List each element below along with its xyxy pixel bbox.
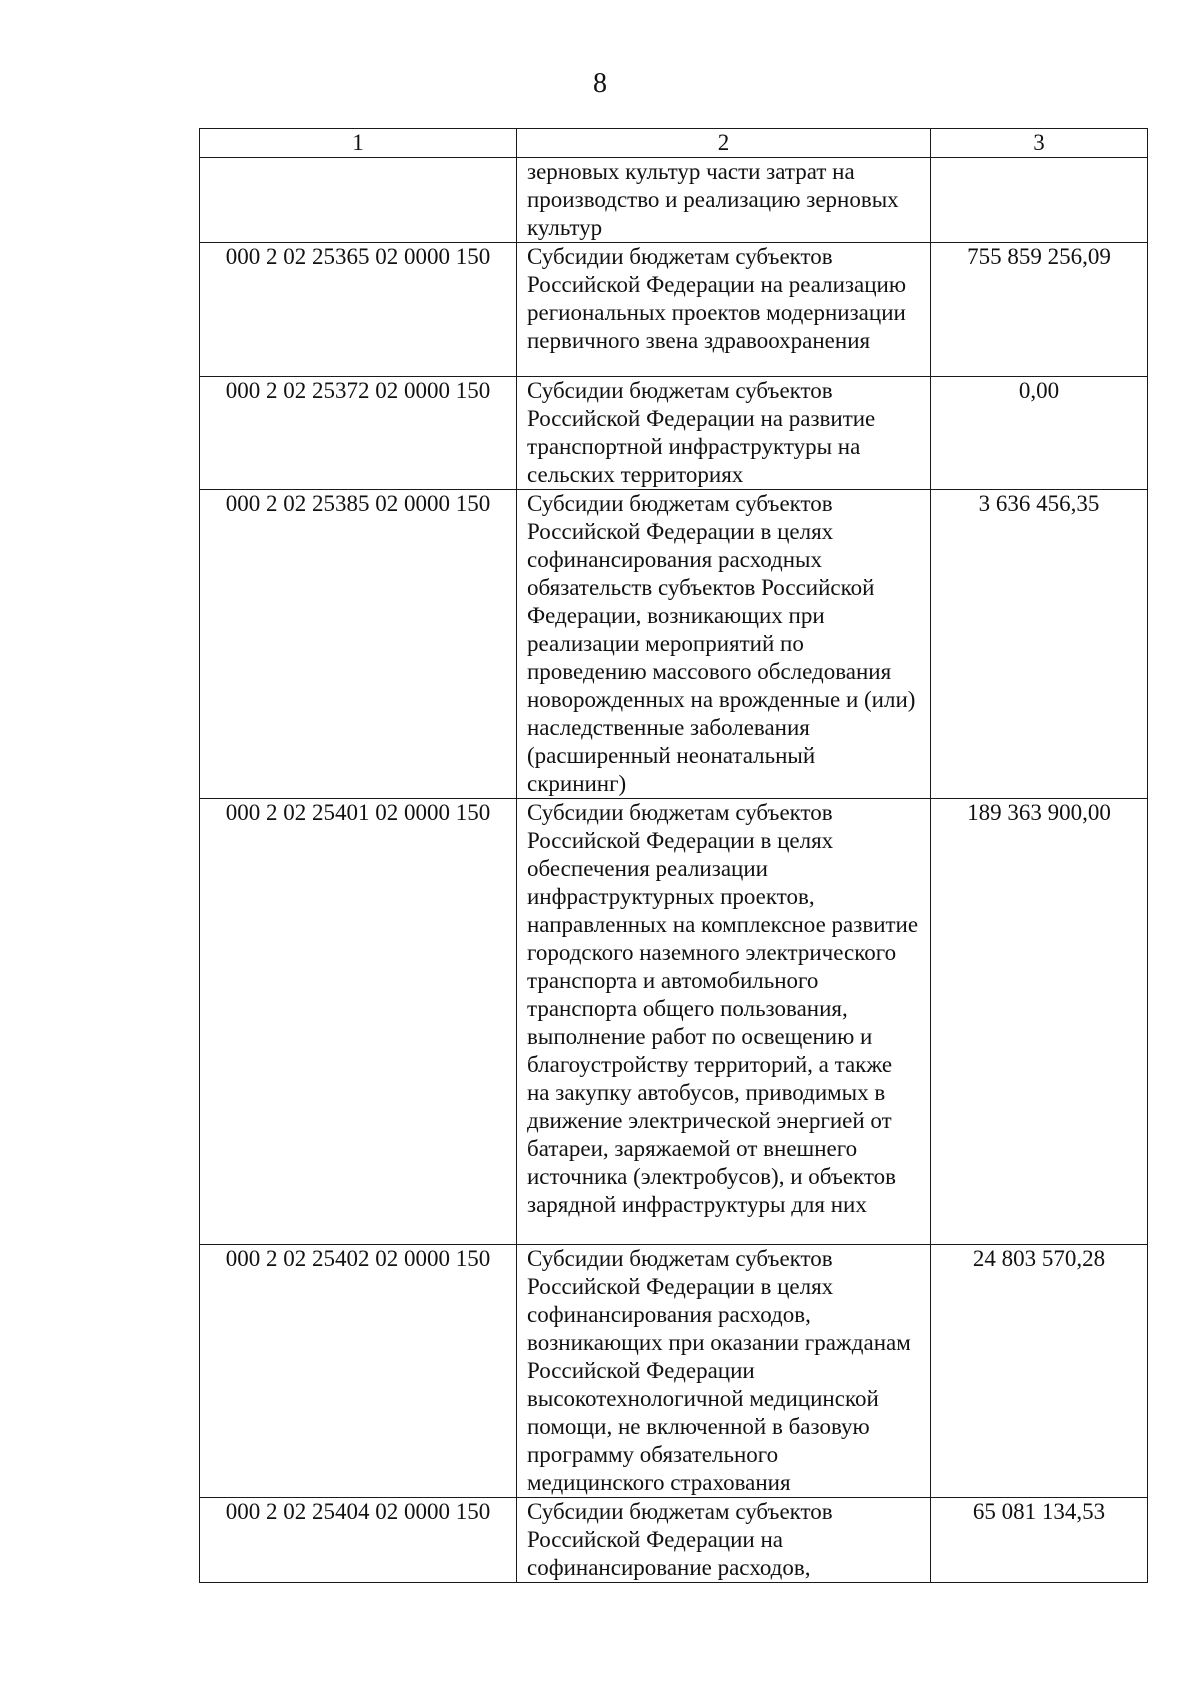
description-cell: Субсидии бюджетам субъектов Российской Федерации в целях софинансирования расходов, возникающих при оказании гражданам Российской Федерации высокотехнологичной медицинской помощи, не включенной в базовую программу обязательного медицинского страхования bbox=[517, 1245, 931, 1498]
table-row bbox=[200, 1245, 1148, 1498]
amount-cell: 65 081 134,53 bbox=[931, 1498, 1148, 1583]
description-cell: Субсидии бюджетам субъектов Российской Федерации в целях софинансирования расходных обязательств субъектов Российской Федерации, возникающих при реализации мероприятий по проведению массового обследования новорожденных на врожденные и (или) наследственные заболевания (расширенный неонатальный скрининг) bbox=[517, 490, 931, 799]
budget-code-cell: 000 2 02 25365 02 0000 150 bbox=[200, 243, 517, 377]
column-header-2: 2 bbox=[517, 129, 931, 158]
table-row bbox=[200, 243, 1148, 377]
table-row bbox=[200, 799, 1148, 1245]
budget-table bbox=[199, 128, 1148, 1583]
amount-cell: 755 859 256,09 bbox=[931, 243, 1148, 377]
description-cell: Субсидии бюджетам субъектов Российской Федерации на реализацию региональных проектов модернизации первичного звена здравоохранения bbox=[517, 243, 931, 377]
table-header-row bbox=[200, 129, 1148, 158]
amount-cell: 24 803 570,28 bbox=[931, 1245, 1148, 1498]
budget-code-cell: 000 2 02 25401 02 0000 150 bbox=[200, 799, 517, 1245]
budget-code-cell: 000 2 02 25385 02 0000 150 bbox=[200, 490, 517, 799]
amount-cell: 3 636 456,35 bbox=[931, 490, 1148, 799]
table-row bbox=[200, 158, 1148, 243]
budget-code-cell: 000 2 02 25402 02 0000 150 bbox=[200, 1245, 517, 1498]
description-cell: зерновых культур части затрат на производство и реализацию зерновых культур bbox=[517, 158, 931, 243]
budget-code-cell: 000 2 02 25404 02 0000 150 bbox=[200, 1498, 517, 1583]
budget-code-cell: 000 2 02 25372 02 0000 150 bbox=[200, 377, 517, 490]
description-cell: Субсидии бюджетам субъектов Российской Федерации в целях обеспечения реализации инфраструктурных проектов, направленных на комплексное развитие городского наземного электрического транспорта и автомобильного транспорта общего пользования, выполнение работ по освещению и благоустройству территорий, а также на закупку автобусов, приводимых в движение электрической энергией от батареи, заряжаемой от внешнего источника (электробусов), и объектов зарядной инфраструктуры для них bbox=[517, 799, 931, 1245]
amount-cell bbox=[931, 158, 1148, 243]
table-row bbox=[200, 1498, 1148, 1583]
budget-code-cell bbox=[200, 158, 517, 243]
description-cell: Субсидии бюджетам субъектов Российской Федерации на развитие транспортной инфраструктуры на сельских территориях bbox=[517, 377, 931, 490]
page-number: 8 bbox=[593, 68, 607, 99]
amount-cell: 189 363 900,00 bbox=[931, 799, 1148, 1245]
table-row bbox=[200, 490, 1148, 799]
column-header-3: 3 bbox=[931, 129, 1148, 158]
column-header-1: 1 bbox=[200, 129, 517, 158]
description-cell: Субсидии бюджетам субъектов Российской Федерации на софинансирование расходов, bbox=[517, 1498, 931, 1583]
table-row bbox=[200, 377, 1148, 490]
amount-cell: 0,00 bbox=[931, 377, 1148, 490]
